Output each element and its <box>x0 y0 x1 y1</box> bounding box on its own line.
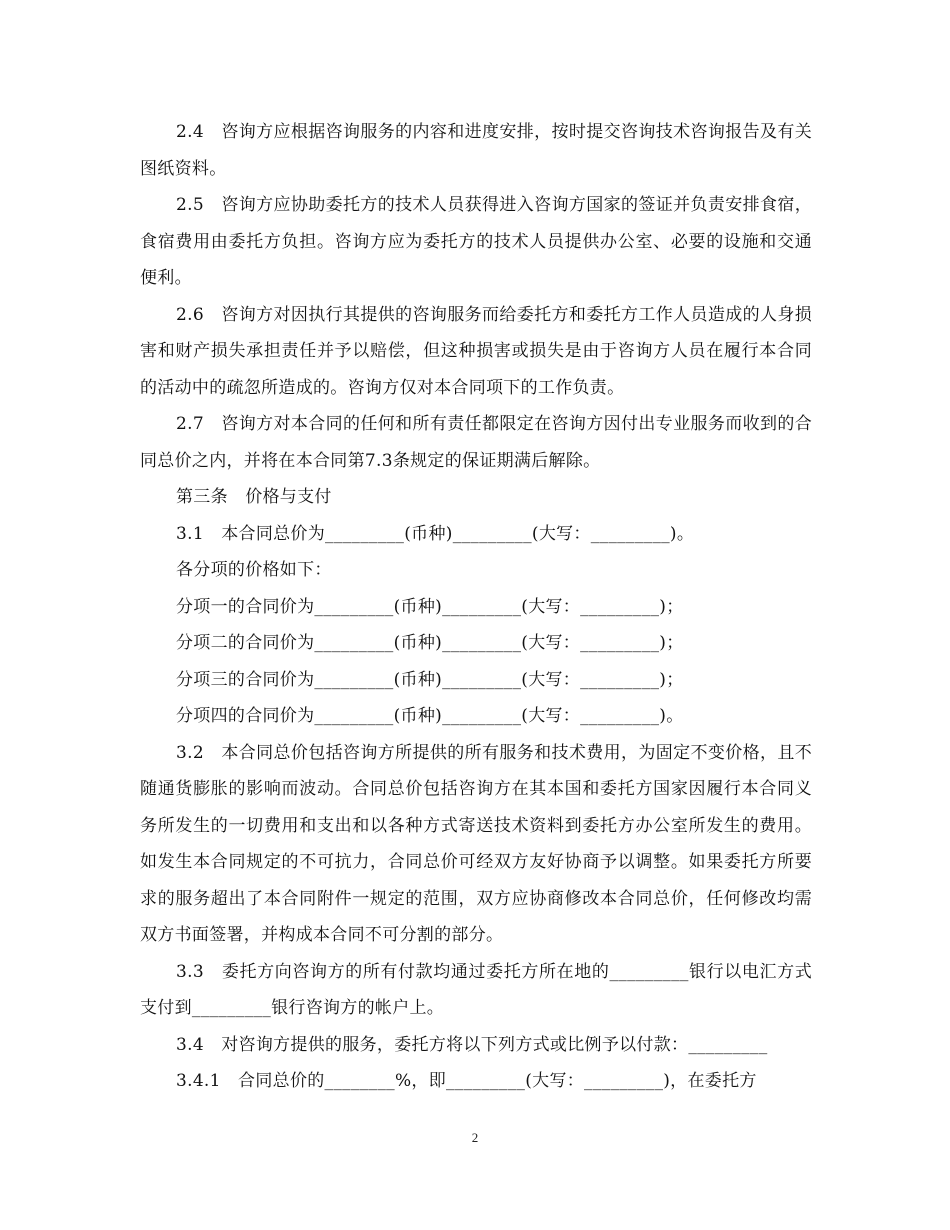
page-number: 2 <box>471 1130 479 1145</box>
clause-3-3: 3.3 委托方向咨询方的所有付款均通过委托方所在地的_________银行以电汇方式支付到_________银行咨询方的帐户上。 <box>140 961 812 1018</box>
clause-2-4: 2.4 咨询方应根据咨询服务的内容和进度安排，按时提交咨询技术咨询报告及有关图纸资料。 <box>140 122 812 179</box>
clause-3-4: 3.4 对咨询方提供的服务，委托方将以下列方式或比例予以付款：_________ <box>176 1034 768 1055</box>
document-body <box>140 114 812 1100</box>
clause-3-4-1: 3.4.1 合同总价的________%，即_________(大写：_________)，在委托方 <box>176 1071 757 1091</box>
clause-3-2: 3.2 本合同总价包括咨询方所提供的所有服务和技术费用，为固定不变价格，且不随通货膨胀的影响而波动。合同总价包括咨询方在其本国和委托方国家因履行本合同义务所发生的一切费用和支出和以各种方式寄送技术资料到委托方办公室所发生的费用。如发生本合同规定的不可抗力，合同总价可经双方友好协商予以调整。如果委托方所要求的服务超出了本合同附件一规定的范围，双方应协商修改本合同总价，任何修改均需双方书面签署，并构成本合同不可分割的部分。 <box>140 742 812 945</box>
article-3-heading: 第三条 价格与支付 <box>176 487 332 507</box>
sub-items-intro: 各分项的价格如下： <box>176 560 332 580</box>
clause-2-5: 2.5 咨询方应协助委托方的技术人员获得进入咨询方国家的签证并负责安排食宿，食宿费用由委托方负担。咨询方应为委托方的技术人员提供办公室、必要的设施和交通便利。 <box>140 195 812 288</box>
sub-item-1: 分项一的合同价为_________(币种)_________(大写：_________)； <box>176 596 684 617</box>
sub-item-4: 分项四的合同价为_________(币种)_________(大写：_________)。 <box>176 706 684 726</box>
clause-2-7: 2.7 咨询方对本合同的任何和所有责任都限定在咨询方因付出专业服务而收到的合同总价之内，并将在本合同第7.3条规定的保证期满后解除。 <box>140 414 812 471</box>
clause-3-1: 3.1 本合同总价为_________(币种)_________(大写：_________)。 <box>176 523 695 544</box>
sub-item-3: 分项三的合同价为_________(币种)_________(大写：_________)； <box>176 669 684 690</box>
clause-2-6: 2.6 咨询方对因执行其提供的咨询服务而给委托方和委托方工作人员造成的人身损害和财产损失承担责任并予以赔偿，但这种损害或损失是由于咨询方人员在履行本合同的活动中的疏忽所造成的。咨询方仅对本合同项下的工作负责。 <box>140 304 812 398</box>
sub-item-2: 分项二的合同价为_________(币种)_________(大写：_________)； <box>176 633 684 653</box>
